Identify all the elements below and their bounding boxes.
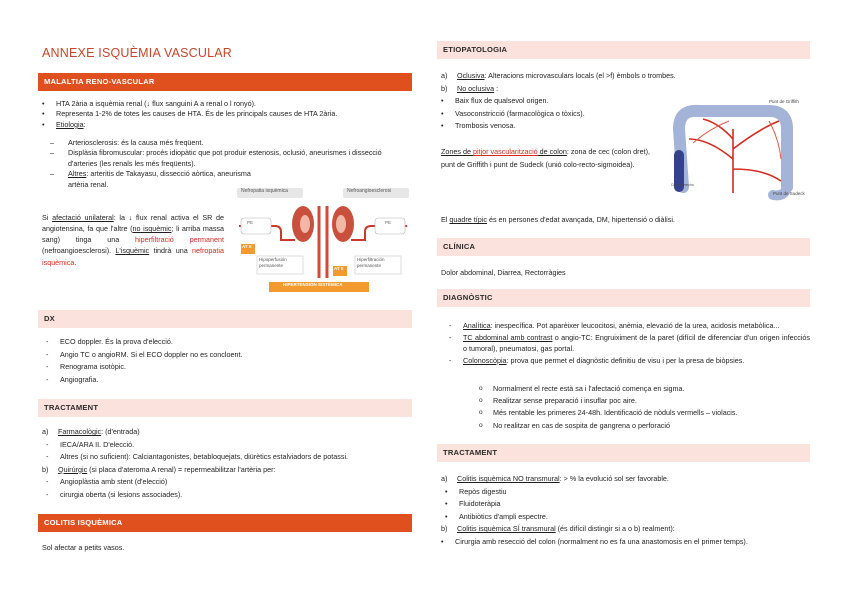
list-item: – Displàsia fibromuscular: procés idiopàtic que pot produir estenosis, oclusió, aneurismes i dissecció d'arteries (les renals les més freqüents). bbox=[38, 148, 412, 169]
text-span: no isquèmic bbox=[132, 224, 172, 234]
list-item: - ECO doppler. És la prova d'elecció. bbox=[38, 336, 412, 349]
text-span: : inespecífica. Pot aparèixer leucocitosi, anèmia, elevació de la urea, acidosis metabòlica... bbox=[490, 321, 780, 330]
fig-at2-left: AT II bbox=[242, 244, 252, 249]
list-item: - Angioplàstia amb stent (d'elecció) bbox=[38, 476, 412, 489]
option-a bbox=[441, 70, 810, 83]
list-item bbox=[441, 355, 810, 367]
fig-at2-right: AT II bbox=[334, 266, 344, 271]
list-item bbox=[441, 320, 810, 332]
text-span: Farmacològic bbox=[58, 427, 102, 436]
section-header-tractament-left: TRACTAMENT bbox=[38, 399, 412, 417]
clinica-text: Dolor abdominal, Diarrea, Rectorràgies bbox=[441, 268, 566, 277]
aorta bbox=[319, 206, 327, 278]
option-a-list bbox=[38, 439, 412, 464]
text-span: nefropatia isquèmica bbox=[42, 246, 224, 267]
text-span: Analítica bbox=[463, 321, 491, 330]
fig-pe-right: PE bbox=[385, 220, 392, 225]
option-label: b) bbox=[441, 83, 448, 93]
text-span: : (d'entrada) bbox=[101, 427, 140, 436]
tractament-left-body bbox=[42, 426, 412, 502]
fig-hta: HIPERTENSIÓN SISTÉMICA bbox=[283, 282, 343, 287]
option-b-list bbox=[437, 536, 810, 549]
list-item: • Fluidoteràpia bbox=[441, 498, 810, 511]
fig-hypo: Hipoperfusión permanente bbox=[259, 257, 287, 268]
list-item: o Normalment el recte està sa i l'afectació comença en sigma. bbox=[441, 383, 810, 395]
section-header-clinica: CLÍNICA bbox=[437, 238, 810, 256]
colon-figure bbox=[669, 99, 810, 203]
list-item bbox=[441, 332, 810, 355]
page-title: ANNEXE ISQUÈMIA VASCULAR bbox=[42, 46, 233, 60]
text-span: (si placa d'ateroma A renal) = repermeabilitzar l'artèria per: bbox=[87, 464, 276, 474]
quadre-tipic bbox=[441, 215, 810, 225]
text-span: No oclusiva bbox=[457, 83, 495, 93]
text-span: : la ↓ flux renal activa el SR de angiotensina, fa que l'altre ( bbox=[42, 213, 224, 234]
text-span: . bbox=[74, 257, 77, 267]
altres-label: Altres bbox=[68, 169, 87, 179]
list-item bbox=[38, 169, 260, 190]
text-span: Colitis isquèmica SÍ transmural bbox=[457, 524, 556, 534]
list-item: o Realitzar sense preparació i insuflar poc aire. bbox=[441, 395, 810, 407]
list-item: • Trombosis venosa. bbox=[437, 120, 810, 133]
text-span: o angio-TC: Engruiximent de la paret (difícil de diferenciar d'un origen infecciós o tumoral), pneumatosi, gas portal. bbox=[463, 332, 810, 354]
colonoscopia-list bbox=[441, 383, 810, 432]
fig-hyper: Hiperfiltración permanente bbox=[357, 257, 385, 268]
list-item: • Baix flux de qualsevol origen. bbox=[437, 95, 810, 108]
altres-text: : arteritis de Takayasu, dissecció aòrtica, aneurisma artèria renal. bbox=[68, 169, 251, 189]
option-b bbox=[42, 464, 412, 477]
list-item: • Etiologia: bbox=[38, 120, 412, 130]
list-item: o Més rentable les primeres 24-48h. Identificació de nòduls vermells – violacis. bbox=[441, 407, 810, 419]
text-span: és en persones d'edat avançada, DM, hipertensió o diàlisi. bbox=[486, 215, 675, 224]
option-a-list bbox=[441, 486, 810, 524]
list-item: - Altres (si no suficient): Calciantagonistes, betabloquejats, diürètics estalviadors de potassi. bbox=[38, 451, 412, 464]
kidney-illustration bbox=[235, 186, 411, 294]
kidney-right-inner bbox=[336, 215, 346, 233]
sudeck-label: Punt de Sudeck bbox=[773, 191, 805, 196]
malaltia-bullets bbox=[38, 99, 412, 130]
list-item: o No realitzar en cas de sospita de gangrena o perforació bbox=[441, 420, 810, 432]
section-header-colitis: COLITIS ISQUÈMICA bbox=[38, 514, 412, 532]
tractament-right-body bbox=[441, 473, 810, 549]
text-span: Si bbox=[42, 213, 53, 222]
colitis-text: Sol afectar a petits vasos. bbox=[42, 543, 125, 552]
text-span: ; li arriba massa sang) tinga una bbox=[42, 224, 225, 245]
fig-label-right: Nefroangioesclerosi bbox=[347, 188, 392, 194]
diagnostic-list bbox=[441, 320, 810, 366]
griffith-label: Punt de Griffith bbox=[769, 99, 799, 104]
list-item: - cirurgia oberta (si lesions associades). bbox=[38, 489, 412, 502]
box bbox=[241, 218, 271, 234]
list-item: • Repòs digestiu bbox=[441, 486, 810, 499]
section-header-malaltia: MALALTIA RENO-VASCULAR bbox=[38, 73, 412, 91]
list-item: – Arteriosclerosis: és la causa més freqüent. bbox=[38, 138, 412, 148]
list-item: • Vasoconstricció (farmacològica o tòxics). bbox=[437, 108, 810, 121]
option-label: a) bbox=[441, 71, 448, 80]
text-span: (nefroangioesclerosi). bbox=[42, 246, 116, 256]
cec-label: Colon derecho bbox=[671, 183, 694, 187]
fig-label-left: Nefropatia isquèmica bbox=[241, 188, 288, 194]
zones-paragraph bbox=[441, 146, 659, 171]
text-span: hiperfiltració permanent bbox=[135, 235, 224, 245]
list-item: • HTA 2ària a isquèmia renal (↓ flux sanguini A a renal o l ronyó). bbox=[38, 99, 412, 109]
text-span: Colitis isquèmica NO transmural bbox=[457, 474, 560, 483]
arteries bbox=[689, 119, 781, 193]
section-header-diagnostic: DIAGNÒSTIC bbox=[437, 289, 810, 307]
text-span: L'isquèmic bbox=[115, 246, 150, 256]
option-label: b) bbox=[42, 464, 49, 474]
text-span: : zona de cec (colon dret), punt de Griffith i punt de Sudeck (unió colo-recto-sigmoidea). bbox=[441, 147, 650, 169]
option-b-list bbox=[38, 476, 412, 501]
list-item: • Cirurgia amb resecció del colon (normalment no es fa una anastomosis en el primer temps). bbox=[437, 536, 810, 549]
option-b bbox=[441, 83, 810, 96]
text-span: afectació unilateral bbox=[52, 213, 114, 222]
list-item: - Renograma isotòpic. bbox=[38, 361, 412, 374]
text-span: TC abdominal amb contrast bbox=[463, 332, 553, 342]
list-item: - Angio TC o angioRM. Si el ECO doppler no es concloent. bbox=[38, 349, 412, 362]
text-span: : > % la evolució sol ser favorable. bbox=[559, 474, 669, 483]
section-header-etiopatologia: ETIOPATOLOGIA bbox=[437, 41, 810, 59]
text-span: quadre típic bbox=[449, 215, 487, 224]
list-item: • Antibiòtics d'ampli espectre. bbox=[441, 511, 810, 524]
dx-list bbox=[38, 336, 412, 386]
option-a bbox=[441, 473, 810, 486]
text-span: de colon bbox=[537, 147, 567, 156]
text-span: pitjor vascularització bbox=[472, 147, 538, 156]
section-header-dx: DX bbox=[38, 310, 412, 328]
option-b bbox=[441, 523, 810, 536]
text-span: Zones de bbox=[441, 147, 473, 156]
option-label: a) bbox=[441, 474, 448, 483]
list-item: - Angiografia. bbox=[38, 374, 412, 387]
text-span: : prova que permet el diagnòstic definitiu de visu i per la presa de biòpsies. bbox=[506, 355, 745, 365]
list-item: • Representa 1-2% de totes les causes de HTA. És de les principals causes de HTA 2ària. bbox=[38, 109, 412, 119]
text-span: tindrà una bbox=[149, 246, 193, 256]
option-a bbox=[42, 426, 412, 439]
text-span: El bbox=[441, 215, 450, 224]
kidney-left-inner bbox=[300, 215, 310, 233]
option-label: b) bbox=[441, 524, 448, 534]
etiologia-list bbox=[38, 138, 412, 190]
fig-pe-left: PE bbox=[247, 220, 254, 225]
unilateral-paragraph bbox=[42, 212, 224, 268]
text-span: (és difícil distingir si a o b) realment): bbox=[555, 524, 675, 534]
text-span: : bbox=[494, 83, 499, 93]
text-span: : Alteracions microvasculars locals (el >f) èmbols o trombes. bbox=[484, 71, 676, 80]
text-span: Colonoscòpia bbox=[463, 355, 507, 365]
etiologia-label: Etiologia bbox=[56, 119, 84, 129]
text-span: Oclusiva bbox=[457, 71, 485, 80]
kidney-figure bbox=[235, 186, 411, 294]
option-label: a) bbox=[42, 427, 49, 436]
section-header-tractament-right: TRACTAMENT bbox=[437, 444, 810, 462]
text-span: Quirúrgic bbox=[58, 464, 88, 474]
list-item: - IECA/ARA II. D'elecció. bbox=[38, 439, 412, 452]
